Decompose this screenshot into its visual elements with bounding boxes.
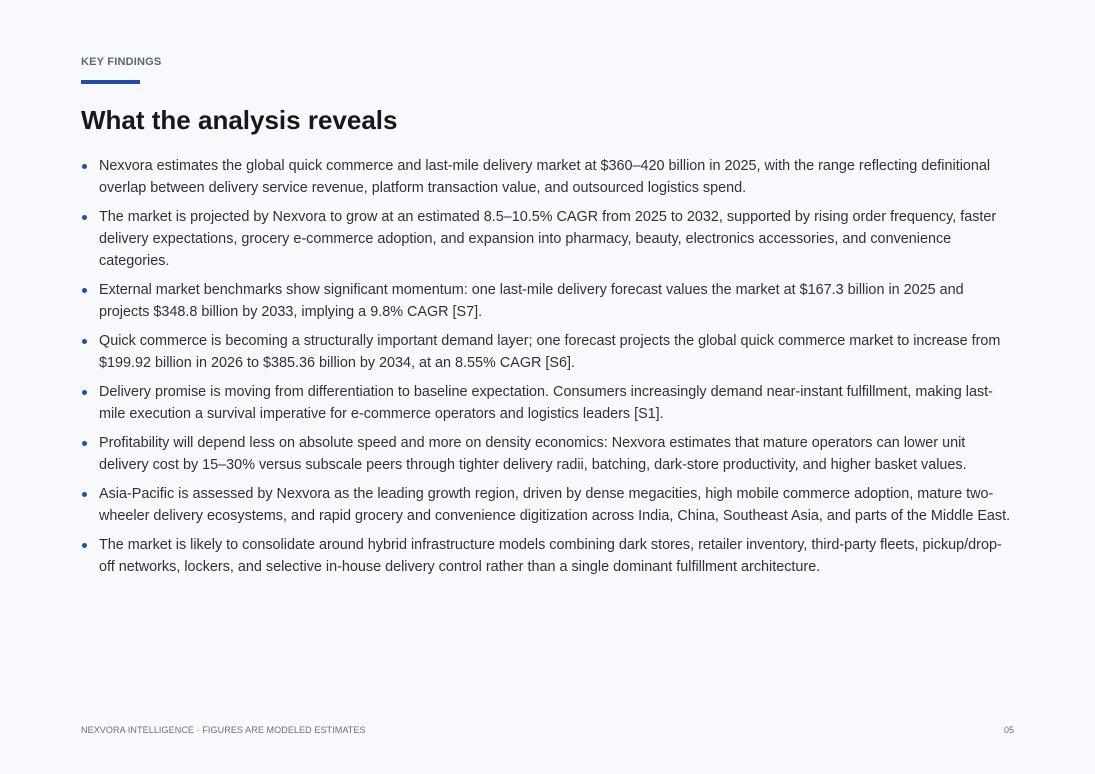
finding-item	[81, 279, 1011, 323]
page-title: What the analysis reveals	[81, 105, 398, 135]
finding-text: Asia-Pacific is assessed by Nexvora as the leading growth region, driven by dense megacities, high mobile commerce adoption, mature two-wheeler delivery ecosystems, and rapid grocery and convenience digitization across India, China, Southeast Asia, and parts of the Middle East.	[99, 486, 1011, 524]
bullet-icon	[82, 339, 87, 344]
finding-item	[81, 206, 1011, 272]
section-kicker: KEY FINDINGS	[81, 56, 162, 68]
bullet-icon	[82, 164, 87, 169]
finding-text: Quick commerce is becoming a structurally important demand layer; one forecast projects the global quick commerce market to increase from $199.92 billion in 2026 to $385.36 billion by 2034, at an 8.55% CAGR [S6].	[99, 333, 1001, 371]
finding-text: The market is projected by Nexvora to grow at an estimated 8.5–10.5% CAGR from 2025 to 2032, supported by rising order frequency, faster delivery expectations, grocery e-commerce adoption, and expansion into pharmacy, beauty, electronics accessories, and convenience categories.	[99, 209, 997, 269]
bullet-icon	[82, 390, 87, 395]
finding-text: The market is likely to consolidate around hybrid infrastructure models combining dark stores, retailer inventory, third-party fleets, pickup/drop-off networks, lockers, and selective in-house delivery control rather than a single dominant fulfillment architecture.	[99, 537, 1002, 575]
finding-text: Delivery promise is moving from differentiation to baseline expectation. Consumers increasingly demand near-instant fulfillment, making last-mile execution a survival imperative for e-commerce operators and logistics leaders [S1].	[99, 384, 993, 422]
bullet-icon	[82, 441, 87, 446]
finding-text: External market benchmarks show significant momentum: one last-mile delivery forecast values the market at $167.3 billion in 2025 and projects $348.8 billion by 2033, implying a 9.8% CAGR [S7].	[99, 282, 964, 320]
accent-rule	[81, 80, 140, 84]
bullet-icon	[82, 288, 87, 293]
bullet-icon	[82, 543, 87, 548]
bullet-icon	[82, 215, 87, 220]
findings-list	[81, 155, 1011, 585]
finding-item	[81, 381, 1011, 425]
finding-item	[81, 534, 1011, 578]
finding-text: Nexvora estimates the global quick commerce and last-mile delivery market at $360–420 billion in 2025, with the range reflecting definitional overlap between delivery service revenue, platform transaction value, and outsourced logistics spend.	[99, 158, 991, 196]
bullet-icon	[82, 492, 87, 497]
finding-item	[81, 432, 1011, 476]
finding-item	[81, 483, 1011, 527]
finding-text: Profitability will depend less on absolute speed and more on density economics: Nexvora estimates that mature operators can lower unit delivery cost by 15–30% versus subscale peers through tighter delivery radii, batching, dark-store productivity, and higher basket values.	[99, 435, 967, 473]
finding-item	[81, 330, 1011, 374]
footer-source-note: NEXVORA INTELLIGENCE · FIGURES ARE MODELED ESTIMATES	[81, 725, 366, 735]
page-number: 05	[1003, 725, 1014, 735]
finding-item	[81, 155, 1011, 199]
